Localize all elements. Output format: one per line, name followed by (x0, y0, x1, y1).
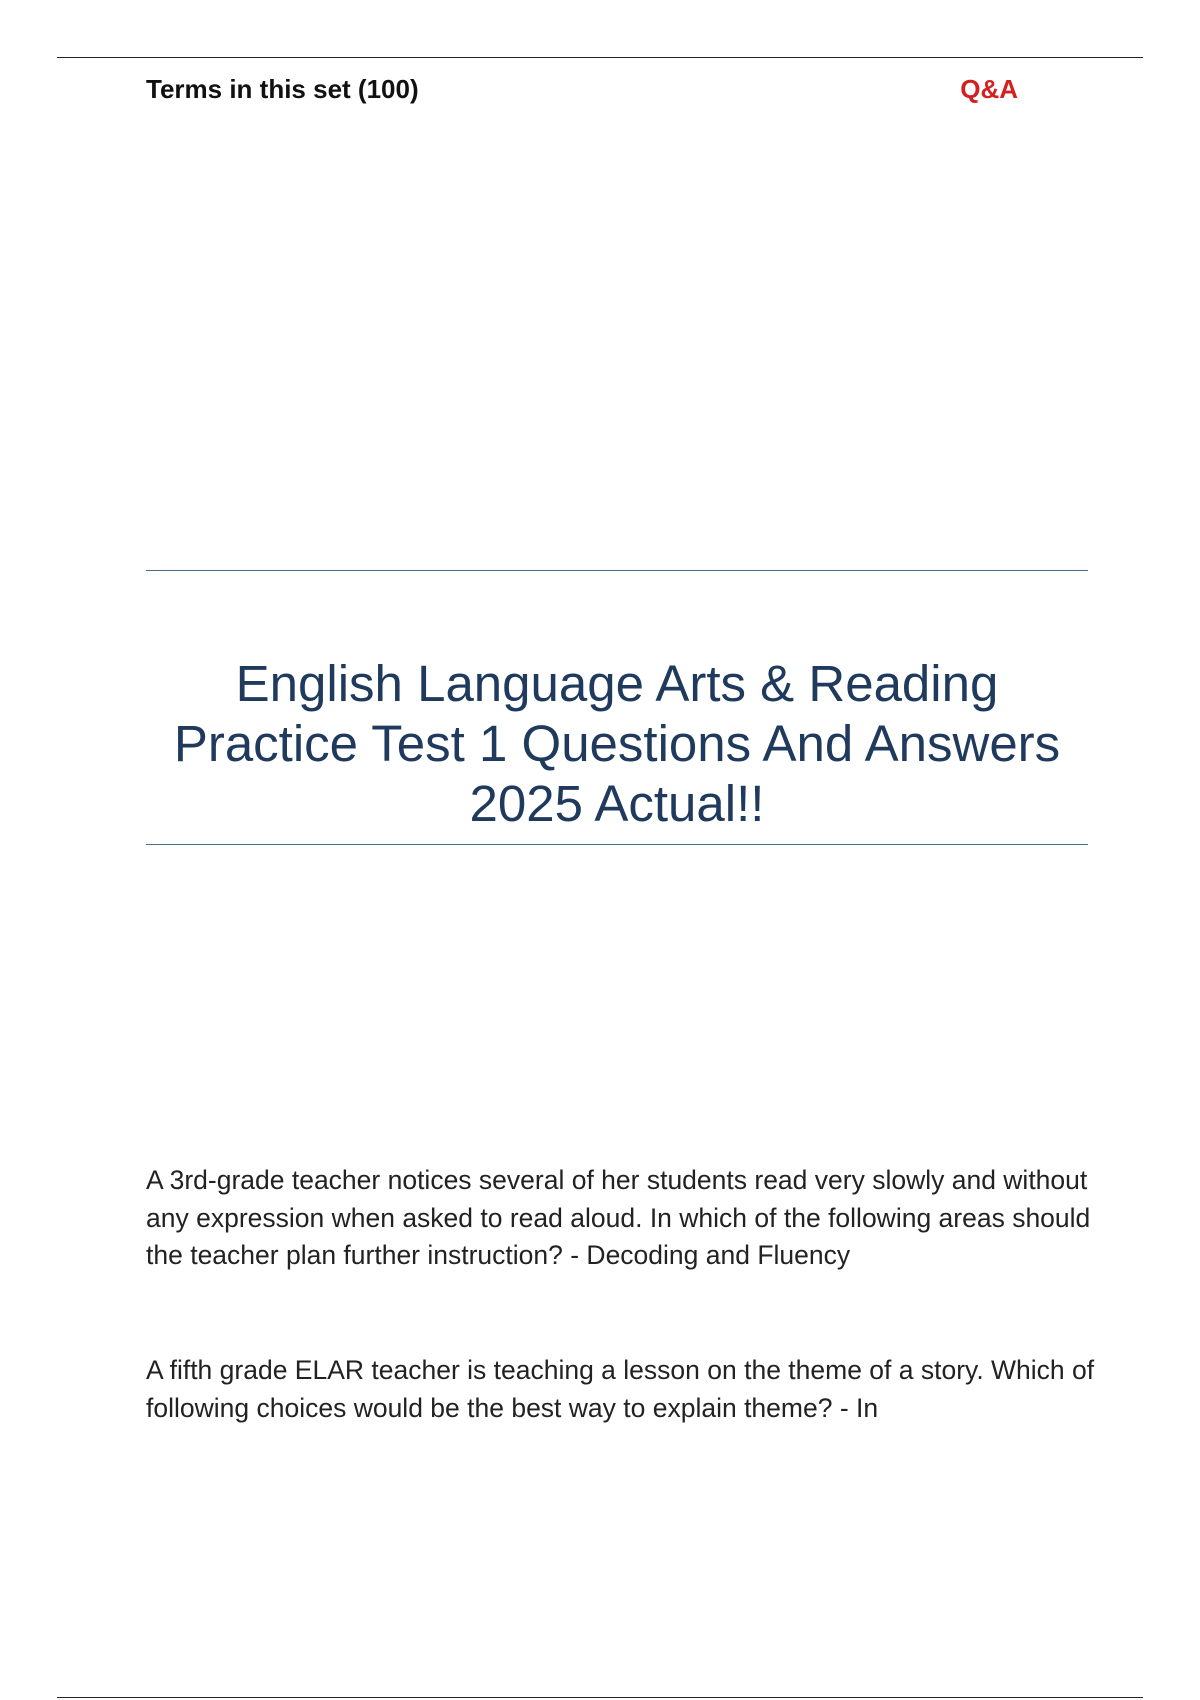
title-top-divider (146, 570, 1088, 571)
title-bottom-divider (146, 844, 1088, 845)
qa-item-1: A 3rd-grade teacher notices several of her students read very slowly and without any expression when asked to read aloud. In which of the following areas should the teacher plan further instruction? - Decoding and Fluency (146, 1165, 1091, 1270)
page-header (146, 72, 1018, 112)
qa-item-2: A fifth grade ELAR teacher is teaching a lesson on the theme of a story. Which of following choices would be the best way to explain theme? - In (146, 1355, 1095, 1423)
qa-label: Q&A (960, 74, 1018, 104)
terms-count-label: Terms in this set (100) (146, 74, 419, 104)
document-title: English Language Arts & Reading Practice Test 1 Questions And Answers 2025 Actual!! (173, 655, 1061, 832)
top-divider (57, 57, 1143, 58)
bottom-divider (57, 1697, 1143, 1698)
